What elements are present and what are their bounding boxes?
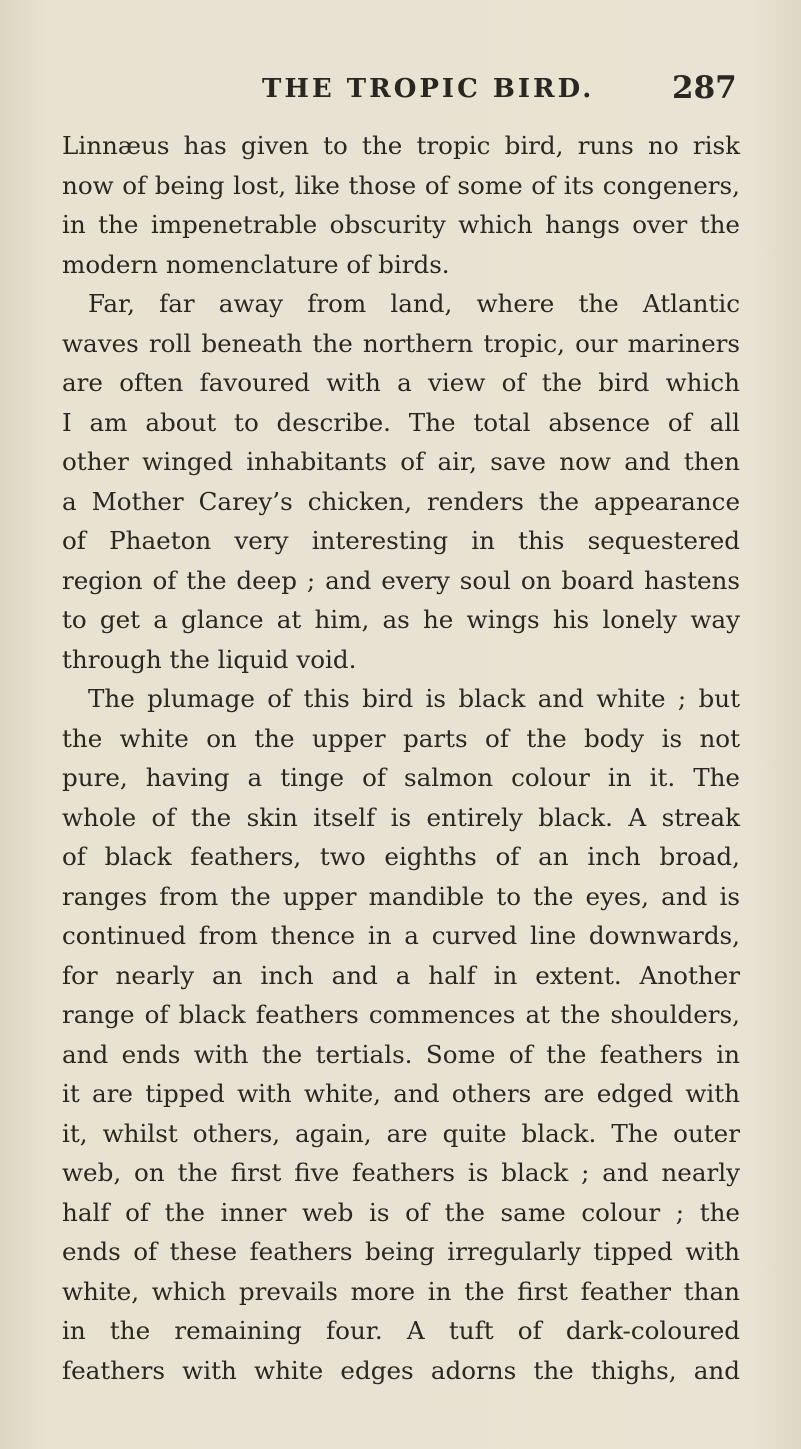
text-line: ends of these feathers being irregularly tipped with (62, 1237, 740, 1266)
text-line: waves roll beneath the northern tropic, our mariners (62, 328, 740, 358)
text-line: web, on the first five feathers is black ; and nearly (62, 1158, 740, 1187)
text-line: it are tipped with white, and others are edged with (62, 1079, 740, 1108)
text-line: of Phaeton very interesting in this sequestered (62, 526, 740, 555)
text-line: I am about to describe. The total absence of all (62, 407, 740, 437)
text-line: ranges from the upper mandible to the eyes, and is (62, 881, 740, 911)
text-line: continued from thence in a curved line downwards, (62, 921, 740, 950)
text-line: in the remaining four. A tuft of dark-coloured (62, 1316, 740, 1345)
text-line: of black feathers, two eighths of an inch broad, (62, 842, 740, 871)
text-line: now of being lost, like those of some of its congeners, (62, 170, 740, 200)
page-number: 287 (672, 70, 737, 106)
text-line: and ends with the tertials. Some of the feathers in (62, 1039, 740, 1069)
text-line: the white on the upper parts of the body is not (62, 723, 740, 753)
text-line: are often favoured with a view of the bird which (62, 368, 740, 397)
running-title: THE TROPIC BIRD. (262, 74, 595, 104)
text-line: to get a glance at him, as he wings his lonely way (62, 605, 740, 634)
text-line: modern nomenclature of birds. (62, 249, 450, 279)
text-line: pure, having a tinge of salmon colour in it. The (62, 763, 740, 792)
text-line: feathers with white edges adorns the thighs, and (62, 1355, 740, 1385)
text-line: in the impenetrable obscurity which hangs over the (62, 210, 740, 239)
text-line: it, whilst others, again, are quite black. The outer (62, 1118, 740, 1148)
text-line: The plumage of this bird is black and white ; but (88, 684, 740, 713)
text-line: half of the inner web is of the same colour ; the (62, 1197, 740, 1227)
page-header (0, 70, 801, 114)
text-line: other winged inhabitants of air, save now and then (62, 447, 740, 476)
body-text (62, 126, 740, 1390)
text-line: through the liquid void. (62, 644, 357, 674)
text-line: for nearly an inch and a half in extent. Another (62, 960, 740, 990)
text-line: a Mother Carey’s chicken, renders the appearance (62, 486, 740, 516)
text-line: white, which prevails more in the first feather than (62, 1276, 740, 1306)
text-line: range of black feathers commences at the shoulders, (62, 1000, 740, 1029)
text-line: region of the deep ; and every soul on board hastens (62, 565, 740, 595)
text-line: whole of the skin itself is entirely black. A streak (62, 802, 740, 832)
text-line: Far, far away from land, where the Atlantic (88, 289, 740, 318)
text-line: Linnæus has given to the tropic bird, runs no risk (62, 131, 740, 160)
